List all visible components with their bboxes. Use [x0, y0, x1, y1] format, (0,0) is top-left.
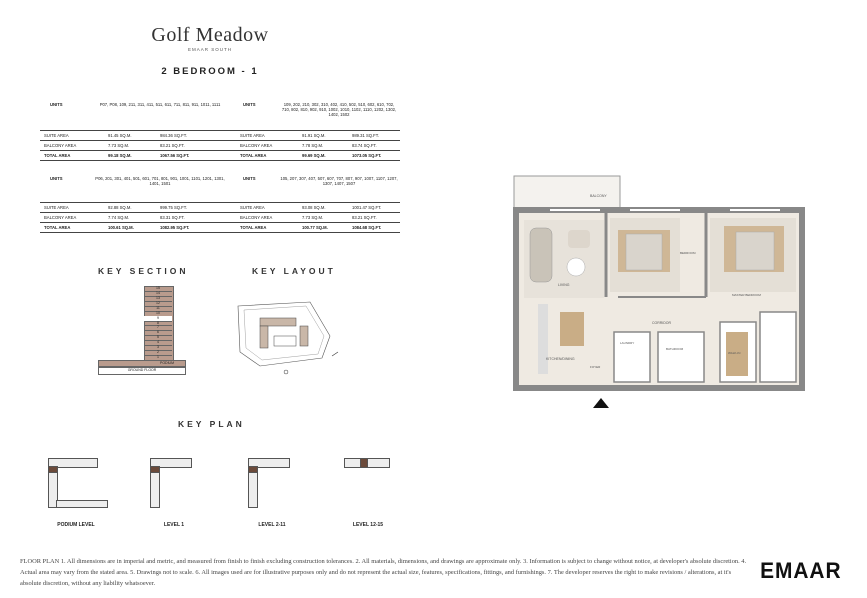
brand-logo: Golf Meadow [151, 24, 269, 46]
floor-label: 13 [144, 296, 172, 302]
key-plan-title: KEY PLAN [178, 419, 245, 429]
units-label: UNITS [243, 102, 256, 107]
ground-floor-label: GROUND FLOOR [98, 366, 186, 375]
key-section-diagram [96, 282, 188, 376]
floor-label: 15 [144, 286, 172, 292]
floor-label: 7 [144, 325, 172, 331]
floor-label: 4 [144, 340, 172, 346]
disclaimer-text: FLOOR PLAN 1. All dimensions are in imperial and metric, and measured from finish to finish excluding construction tolerances. 2. All materials, dimensions, and drawings are approximate only. 3. Information is subject to change without notice, at developer's absolute discretion. 4. Actual area may vary from the stated area. 5. Drawings not to scale. 6. All images used are for illustrative purposes only and do not represent the actual size, features, specifications, fittings, and furnishings. 7. The developer reserves the right to make revisions / alterations, at it's absolute discretion, without any liability whatsoever. [20, 558, 747, 587]
podium-label: PODIUM [160, 361, 174, 365]
floor-label: 2 [144, 350, 172, 356]
floor-label: 12 [144, 301, 172, 307]
floor-label: 10 [144, 311, 172, 317]
key-plan-level-label: LEVEL 1 [163, 522, 185, 528]
room-label-bath: BATHROOM [666, 347, 684, 351]
room-label-bedroom: BEDROOM [680, 251, 696, 255]
key-plan-level-label: LEVEL 2-11 [258, 522, 286, 528]
entrance-arrow-icon [593, 398, 609, 408]
key-layout-title: KEY LAYOUT [252, 266, 336, 276]
units-label: UNITS [50, 176, 63, 181]
brand-subtitle: EMAAR SOUTH [187, 47, 232, 52]
key-layout-map [230, 296, 345, 376]
key-plan-level-1 [142, 458, 222, 518]
floor-label: 6 [144, 330, 172, 336]
units-list: 109, 202, 210, 302, 310, 402, 410, 502, 510, 602, 610, 702, 710, 802, 810, 902, 910, 1002, 1010, 1102, 1110, 1202, 1302, 1402, 1502 [281, 102, 397, 117]
key-plan-podium [40, 458, 120, 518]
room-label-living: LIVING [558, 283, 570, 287]
emaar-logo: EMAAR [760, 558, 842, 583]
floor-label: 11 [144, 306, 172, 312]
room-label-master: MASTER BEDROOM [732, 293, 761, 297]
room-label-walkin: WALK-IN [728, 351, 741, 355]
key-plan-level-12-15 [340, 458, 420, 518]
floor-label: 1 [144, 355, 172, 361]
unit-type-title: 2 BEDROOM - 1 [161, 66, 259, 77]
floor-plan [510, 172, 810, 392]
units-list: P07, P08, 109, 211, 311, 411, 511, 611, 711, 811, 911, 1011, 1111 [99, 102, 221, 107]
room-label-kitchen: KITCHEN/DINING [546, 357, 575, 361]
units-label: UNITS [243, 176, 256, 181]
key-plan-level-label: PODIUM LEVEL [57, 522, 95, 528]
units-label: UNITS [50, 102, 63, 107]
room-label-laundry: LAUNDRY [620, 341, 635, 345]
key-plan-level-label: LEVEL 12-15 [352, 522, 384, 528]
units-list: P06, 201, 301, 401, 501, 601, 701, 801, 901, 1001, 1101, 1201, 1301, 1401, 1501 [95, 176, 225, 186]
floor-label: 8 [144, 321, 172, 327]
room-label-foyer: FOYER [590, 365, 601, 369]
area-table-1: UNITS P07, P08, 109, 211, 311, 411, 511, 611, 711, 811, 911, 1011, 1111 UNITS 109, 202, 210, 302, 310, 402, 410, 502, 510, 602, 610, 702, 710, 802, 810, 902, 910, 1002, 1010, 1102, 1110, 1202, 1302, 1402, 1502 SUITE AREA 91.45 SQ.M. 984.36 SQ.FT. SUITE AREA 91.91 SQ.M. 989.31 SQ.FT. BALCONY AREA 7.73 SQ.M. 83.21 SQ.FT. BALCONY AREA 7.78 SQ.M. 83.74 SQ.FT. TOTAL AREA 99.18 SQ.M. 1067.56 SQ.FT. TOTAL AREA 99.69 SQ.M. 1073.05 SQ.FT. [40, 102, 400, 162]
key-plan-level-2-11 [240, 458, 320, 518]
area-table-2: UNITS P06, 201, 301, 401, 501, 601, 701, 801, 901, 1001, 1101, 1201, 1301, 1401, 1501 UNITS 105, 207, 307, 407, 507, 607, 707, 807, 907, 1007, 1107, 1207, 1307, 1407, 1507 SUITE AREA 92.88 SQ.M. 999.75 SQ.FT. SUITE AREA 93.08 SQ.M. 1001.47 SQ.FT. BALCONY AREA 7.74 SQ.M. 83.31 SQ.FT. BALCONY AREA 7.73 SQ.M. 83.21 SQ.FT. TOTAL AREA 100.61 SQ.M. 1082.95 SQ.FT. TOTAL AREA 100.77 SQ.M. 1084.68 SQ.FT. [40, 176, 400, 236]
key-section-title: KEY SECTION [98, 266, 189, 276]
floor-label: 3 [144, 345, 172, 351]
room-label-corridor: CORRIDOR [652, 321, 672, 325]
room-label-balcony: BALCONY [590, 194, 607, 198]
floor-label: 5 [144, 335, 172, 341]
floor-label: 9 [144, 316, 172, 322]
units-list: 105, 207, 307, 407, 507, 607, 707, 807, 907, 1007, 1107, 1207, 1307, 1407, 1507 [280, 176, 398, 186]
floor-label: 14 [144, 291, 172, 297]
